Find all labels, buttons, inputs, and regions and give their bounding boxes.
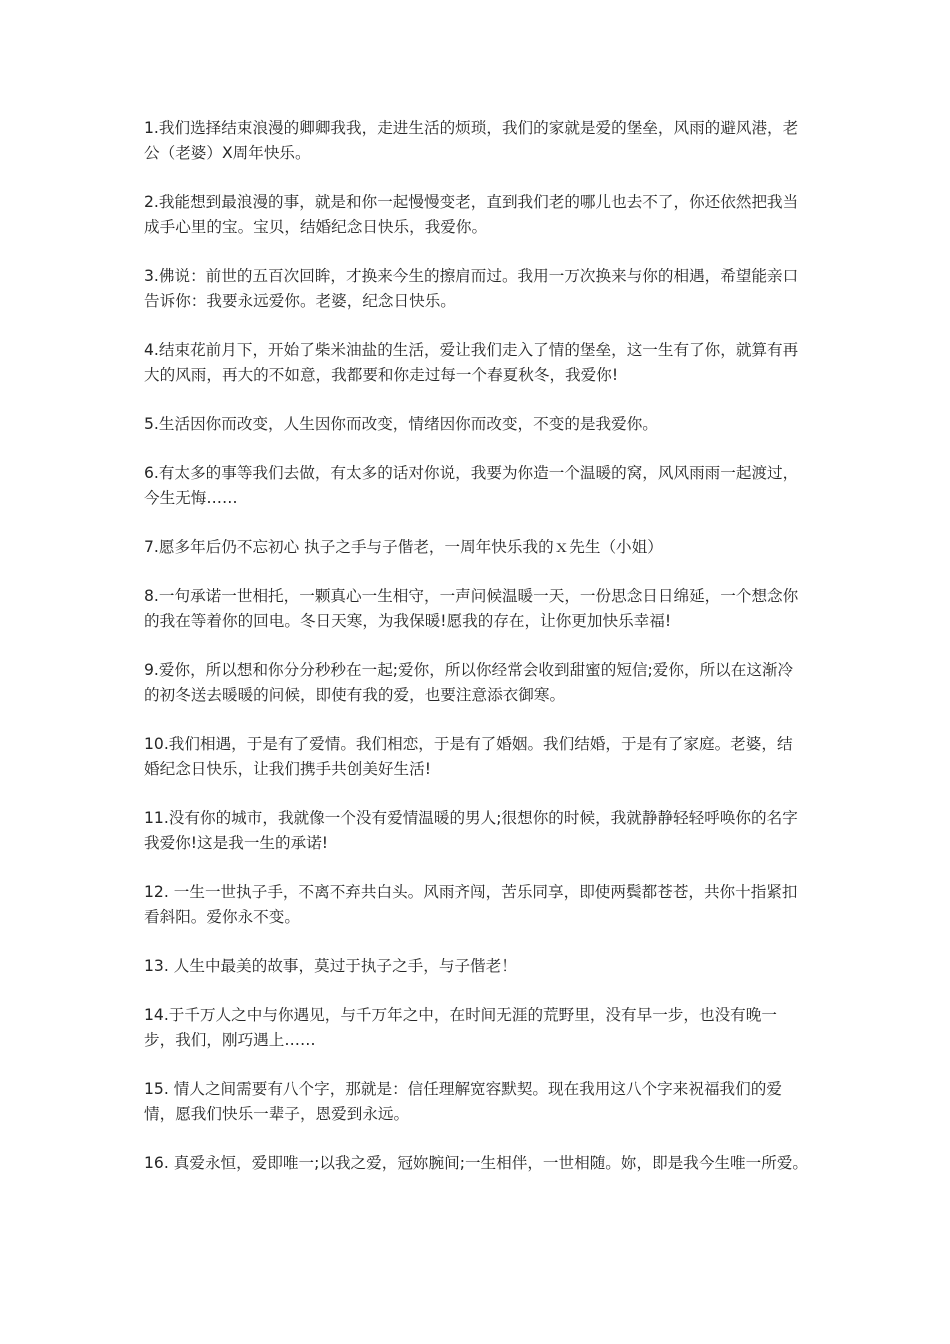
paragraph-13: 13. 人生中最美的故事，莫过于执子之手，与子偕老！ bbox=[144, 957, 517, 975]
paragraph-16: 16. 真爱永恒，爱即唯一;以我之爱，冠妳腕间;一生相伴，一世相随。妳，即是我今生唯一所爱。 bbox=[144, 1154, 809, 1172]
document-body bbox=[144, 116, 808, 1200]
paragraph-4: 4.结束花前月下，开始了柴米油盐的生活，爱让我们走入了情的堡垒，这一生有了你，就算有再大的风雨，再大的不如意，我都要和你走过每一个春夏秋冬，我爱你! bbox=[144, 341, 799, 384]
paragraph-2: 2.我能想到最浪漫的事，就是和你一起慢慢变老，直到我们老的哪儿也去不了，你还依然把我当成手心里的宝。宝贝，结婚纪念日快乐，我爱你。 bbox=[144, 193, 799, 236]
paragraph-1: 1.我们选择结束浪漫的卿卿我我，走进生活的烦琐，我们的家就是爱的堡垒，风雨的避风港，老公（老婆）X周年快乐。 bbox=[144, 119, 799, 162]
paragraph-8: 8.一句承诺一世相托，一颗真心一生相守，一声问候温暖一天，一份思念日日绵延，一个想念你的我在等着你的回电。冬日天寒，为我保暖!愿我的存在，让你更加快乐幸福! bbox=[144, 587, 799, 630]
paragraph-15: 15. 情人之间需要有八个字，那就是：信任理解宽容默契。现在我用这八个字来祝福我们的爱情，愿我们快乐一辈子，恩爱到永远。 bbox=[144, 1080, 782, 1123]
paragraph-6: 6.有太多的事等我们去做，有太多的话对你说，我要为你造一个温暖的窝，风风雨雨一起渡过，今生无悔…… bbox=[144, 464, 799, 507]
paragraph-11: 11.没有你的城市，我就像一个没有爱情温暖的男人;很想你的时候，我就静静轻轻呼唤你的名字我爱你!这是我一生的承诺! bbox=[144, 809, 798, 852]
paragraph-7: 7.愿多年后仍不忘初心 执子之手与子偕老，一周年快乐我的ｘ先生（小姐） bbox=[144, 538, 663, 556]
paragraph-3: 3.佛说：前世的五百次回眸，才换来今生的擦肩而过。我用一万次换来与你的相遇，希望能亲口告诉你：我要永远爱你。老婆，纪念日快乐。 bbox=[144, 267, 799, 310]
paragraph-14: 14.于千万人之中与你遇见，与千万年之中，在时间无涯的荒野里，没有早一步，也没有晚一步，我们，刚巧遇上…… bbox=[144, 1006, 777, 1049]
paragraph-9: 9.爱你，所以想和你分分秒秒在一起;爱你，所以你经常会收到甜蜜的短信;爱你，所以在这渐冷的初冬送去暖暖的问候，即使有我的爱，也要注意添衣御寒。 bbox=[144, 661, 794, 704]
paragraph-12: 12. 一生一世执子手，不离不弃共白头。风雨齐闯，苦乐同享，即使两鬓都苍苍，共你十指紧扣看斜阳。爱你永不变。 bbox=[144, 883, 798, 926]
paragraph-5: 5.生活因你而改变，人生因你而改变，情绪因你而改变，不变的是我爱你。 bbox=[144, 415, 658, 433]
paragraph-10: 10.我们相遇，于是有了爱情。我们相恋，于是有了婚姻。我们结婚，于是有了家庭。老婆，结婚纪念日快乐，让我们携手共创美好生活! bbox=[144, 735, 793, 778]
